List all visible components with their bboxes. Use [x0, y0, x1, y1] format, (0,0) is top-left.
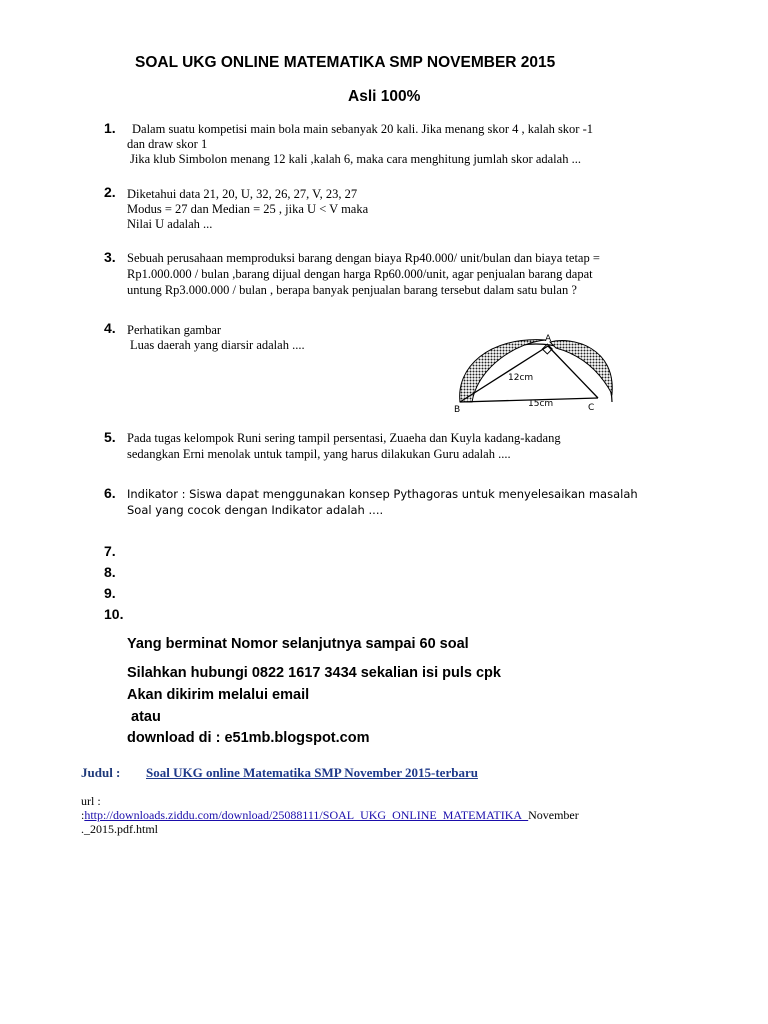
label-c: C [588, 403, 595, 413]
question-number: 7. [104, 543, 116, 559]
question-number: 4. [104, 320, 116, 336]
contact-line: Yang berminat Nomor selanjutnya sampai 60 soal [127, 636, 469, 652]
question-text: Modus = 27 dan Median = 25 , jika U < V maka [127, 202, 369, 216]
question-text: Perhatikan gambar [127, 323, 222, 337]
contact-line: Silahkan hubungi 0822 1617 3434 sekalian isi puls cpk [127, 665, 501, 681]
page-title: SOAL UKG ONLINE MATEMATIKA SMP NOVEMBER 2015 [135, 54, 556, 71]
shaded-region-left [460, 340, 546, 402]
contact-line: atau [131, 709, 161, 725]
question-number: 10. [104, 606, 124, 622]
url-line-2: ._2015.pdf.html [81, 822, 158, 836]
url-prefix: : [81, 808, 85, 822]
question-number: 5. [104, 429, 116, 445]
question-text: dan draw skor 1 [127, 137, 208, 151]
url-line [81, 808, 579, 823]
question-number: 8. [104, 564, 116, 580]
question-number: 9. [104, 585, 116, 601]
contact-line: Akan dikirim melalui email [127, 687, 310, 703]
question-text: Diketahui data 21, 20, U, 32, 26, 27, V, 23, 27 [127, 187, 358, 201]
question-text: Sebuah perusahaan memproduksi barang dengan biaya Rp40.000/ unit/bulan dan biaya tetap = [127, 251, 600, 265]
question-text: Luas daerah yang diarsir adalah .... [130, 338, 305, 352]
contact-line: download di : e51mb.blogspot.com [127, 730, 370, 746]
question-text: Pada tugas kelompok Runi sering tampil persentasi, Zuaeha dan Kuyla kadang-kadang [127, 431, 561, 445]
question-text: untung Rp3.000.000 / bulan , berapa banyak penjualan barang tersebut dalam satu bulan ? [127, 283, 577, 297]
label-bc: 15cm [528, 399, 554, 409]
geometry-figure [448, 328, 628, 420]
judul-link[interactable]: Soal UKG online Matematika SMP November 2015-terbaru [146, 765, 478, 780]
question-number: 1. [104, 120, 116, 136]
question-number: 3. [104, 249, 116, 265]
question-text: Soal yang cocok dengan Indikator adalah .... [127, 503, 384, 517]
question-text: Jika klub Simbolon menang 12 kali ,kalah 6, maka cara menghitung jumlah skor adalah ... [130, 152, 581, 166]
question-number: 2. [104, 184, 116, 200]
url-link[interactable]: http://downloads.ziddu.com/download/25088111/SOAL_UKG_ONLINE_MATEMATIKA_ [84, 808, 529, 822]
question-text: sedangkan Erni menolak untuk tampil, yang harus dilakukan Guru adalah .... [127, 447, 511, 461]
question-number: 6. [104, 485, 116, 501]
question-text: Indikator : Siswa dapat menggunakan konsep Pythagoras untuk menyelesaikan masalah [127, 487, 638, 501]
url-suffix: November [528, 808, 579, 822]
judul-label: Judul : [81, 765, 121, 780]
question-text: Dalam suatu kompetisi main bola main sebanyak 20 kali. Jika menang skor 4 , kalah skor -1 [132, 122, 594, 136]
page-subtitle: Asli 100% [348, 88, 421, 105]
url-label: url : [81, 794, 101, 808]
label-b: B [454, 405, 461, 415]
label-a: A [545, 334, 552, 344]
question-text: Rp1.000.000 / bulan ,barang dijual dengan harga Rp60.000/unit, agar penjualan barang dapat [127, 267, 593, 281]
shaded-region-right [550, 341, 612, 394]
label-ab: 12cm [508, 373, 534, 383]
question-text: Nilai U adalah ... [127, 217, 213, 231]
